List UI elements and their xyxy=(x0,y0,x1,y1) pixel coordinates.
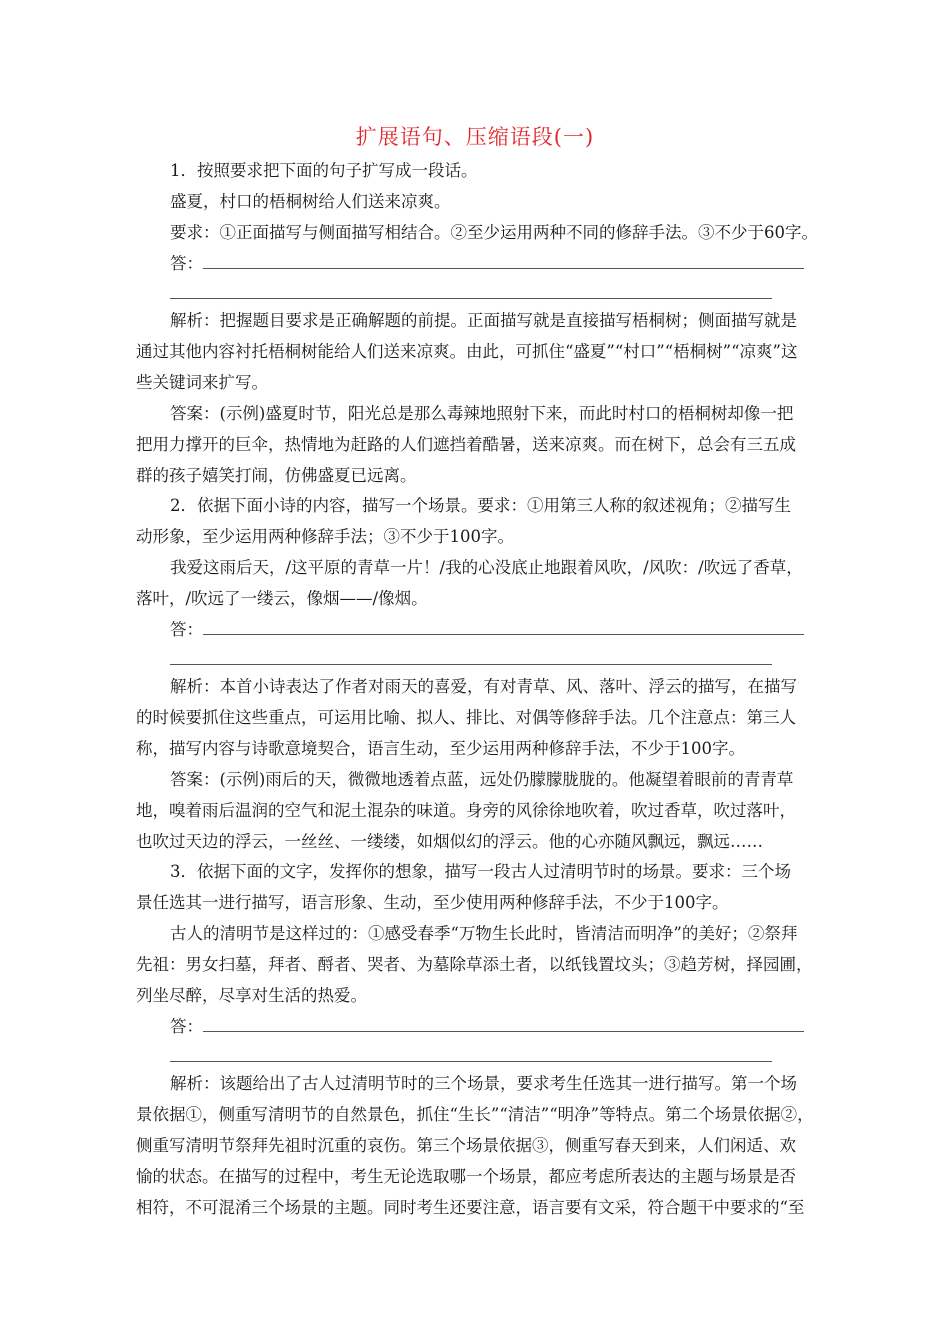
q1-analysis-line: 解析：把握题目要求是正确解题的前提。正面描写就是直接描写梧桐树；侧面描写就是 xyxy=(170,311,797,330)
q2-analysis-line: 解析：本首小诗表达了作者对雨天的喜爱，有对青草、风、落叶、浮云的描写，在描写 xyxy=(170,677,797,696)
q2-analysis-line: 称，描写内容与诗歌意境契合，语言生动，至少运用两种修辞手法，不少于100字。 xyxy=(136,739,745,758)
q3-analysis-line: 愉的状态。在描写的过程中，考生无论选取哪一个场景，都应考虑所表达的主题与场景是否 xyxy=(136,1167,796,1186)
q1-requirement: 要求：①正面描写与侧面描写相结合。②至少运用两种不同的修辞手法。③不少于60字。 xyxy=(170,223,818,242)
q2-prompt-line: 动形象，至少运用两种修辞手法；③不少于100字。 xyxy=(136,527,514,546)
q2-answer-line-2 xyxy=(170,664,772,665)
q2-poem-line: 落叶，/吹远了一缕云，像烟——/像烟。 xyxy=(136,589,428,608)
q3-text-line: 列坐尽醉，尽享对生活的热爱。 xyxy=(136,986,367,1005)
q3-prompt-line: 3．依据下面的文字，发挥你的想象，描写一段古人过清明节时的场景。要求：三个场 xyxy=(170,862,791,881)
q1-prompt: 1．按照要求把下面的句子扩写成一段话。 xyxy=(170,161,478,180)
q3-analysis-line: 解析：该题给出了古人过清明节时的三个场景，要求考生任选其一进行描写。第一个场 xyxy=(170,1074,797,1093)
q1-answer-label: 答： xyxy=(170,254,203,273)
q2-answer-text-line: 答案：(示例)雨后的天，微微地透着点蓝，远处仍朦朦胧胧的。他凝望着眼前的青青草 xyxy=(170,770,794,789)
q2-analysis-line: 的时候要抓住这些重点，可运用比喻、拟人、排比、对偶等修辞手法。几个注意点：第三人 xyxy=(136,708,796,727)
q3-analysis-line: 景依据①，侧重写清明节的自然景色，抓住“生长”“清洁”“明净”等特点。第二个场景依据②， xyxy=(136,1105,814,1124)
q1-answer-text-line: 把用力撑开的巨伞，热情地为赶路的人们遮挡着酷暑，送来凉爽。而在树下，总会有三五成 xyxy=(136,435,796,454)
q1-analysis-line: 通过其他内容衬托梧桐树能给人们送来凉爽。由此，可抓住“盛夏”“村口”“梧桐树”“凉爽”这 xyxy=(136,342,798,361)
q3-answer-label: 答： xyxy=(170,1017,203,1036)
q1-answer-text-line: 群的孩子嬉笑打闹，仿佛盛夏已远离。 xyxy=(136,466,417,485)
q2-answer-text-line: 也吹过天边的浮云，一丝丝、一缕缕，如烟似幻的浮云。他的心亦随风飘远，飘远…… xyxy=(136,832,763,851)
q2-answer-label: 答： xyxy=(170,620,203,639)
q2-prompt-line: 2．依据下面小诗的内容，描写一个场景。要求：①用第三人称的叙述视角；②描写生 xyxy=(170,496,791,515)
q3-text-line: 古人的清明节是这样过的：①感受春季“万物生长此时，皆清洁而明净”的美好；②祭拜 xyxy=(170,924,798,943)
q3-answer-line-1 xyxy=(203,1031,804,1032)
q1-answer-line-2 xyxy=(170,298,772,299)
q1-answer-line-1 xyxy=(203,268,804,269)
q2-answer-line-1 xyxy=(203,634,804,635)
q3-analysis-line: 相符，不可混淆三个场景的主题。同时考生还要注意，语言要有文采，符合题干中要求的“至 xyxy=(136,1198,805,1217)
q1-sentence: 盛夏，村口的梧桐树给人们送来凉爽。 xyxy=(170,192,451,211)
q3-analysis-line: 侧重写清明节祭拜先祖时沉重的哀伤。第三个场景依据③，侧重写春天到来，人们闲适、欢 xyxy=(136,1136,796,1155)
q1-answer-text-line: 答案：(示例)盛夏时节，阳光总是那么毒辣地照射下来，而此时村口的梧桐树却像一把 xyxy=(170,404,794,423)
q1-analysis-line: 些关键词来扩写。 xyxy=(136,373,268,392)
q2-answer-text-line: 地，嗅着雨后温润的空气和泥土混杂的味道。身旁的风徐徐地吹着，吹过香草，吹过落叶， xyxy=(136,801,796,820)
page-title: 扩展语句、压缩语段(一) xyxy=(355,125,595,149)
q3-prompt-line: 景任选其一进行描写，语言形象、生动，至少使用两种修辞手法，不少于100字。 xyxy=(136,893,729,912)
q3-text-line: 先祖：男女扫墓，拜者、酹者、哭者、为墓除草添土者，以纸钱置坟头；③趋芳树，择园圃， xyxy=(136,955,813,974)
q2-poem-line: 我爱这雨后天，/这平原的青草一片！/我的心没底止地跟着风吹，/风吹：/吹远了香草， xyxy=(170,558,803,577)
q3-answer-line-2 xyxy=(170,1061,772,1062)
